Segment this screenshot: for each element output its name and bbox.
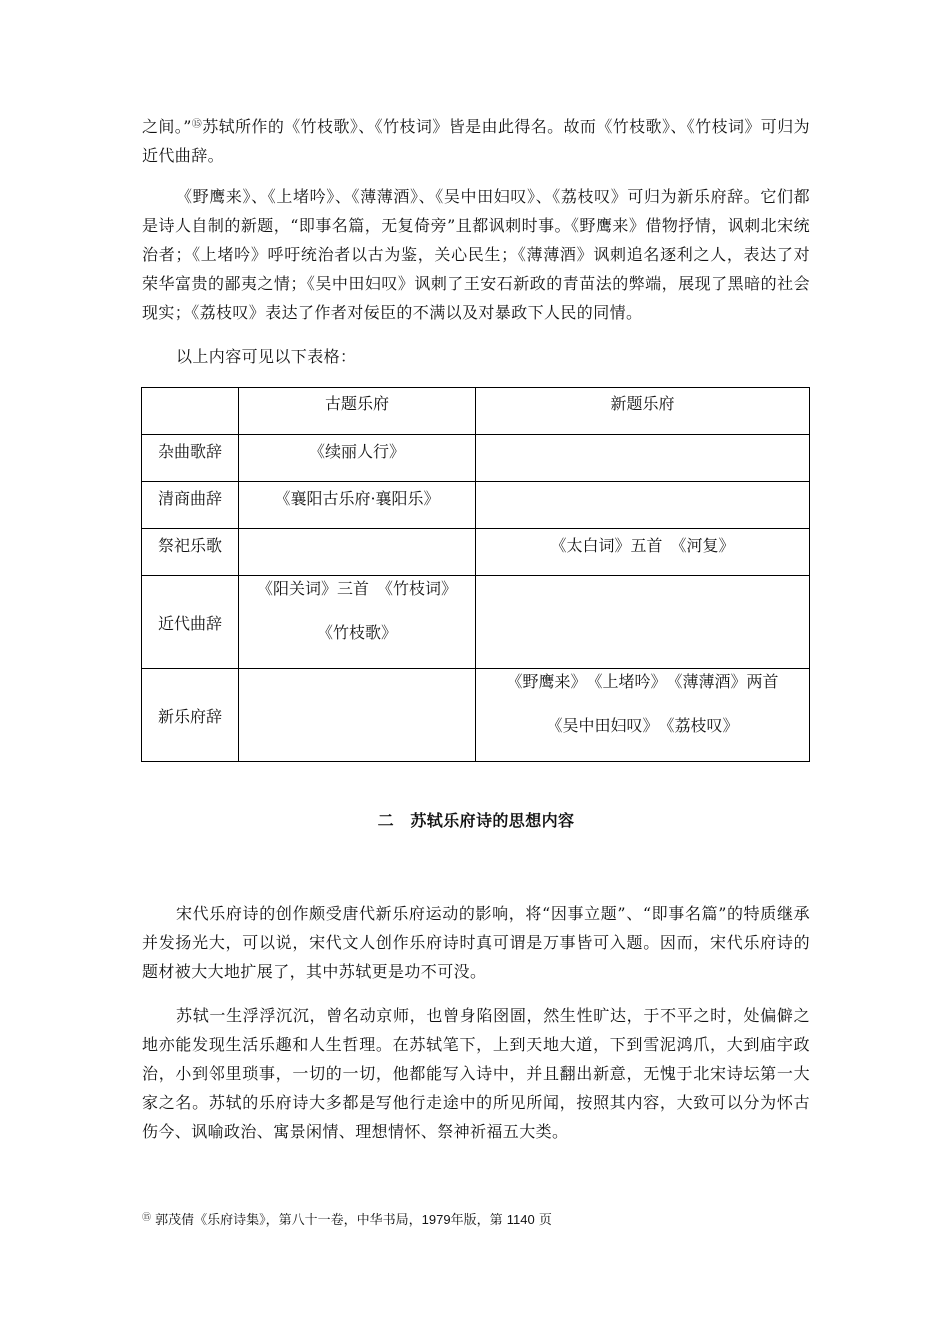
document-body xyxy=(142,112,810,1146)
paragraph-4: 宋代乐府诗的创作颇受唐代新乐府运动的影响，将“因事立题”、“即事名篇”的特质继承并发扬光大，可以说，宋代文人创作乐府诗时真可谓是万事皆可入题。因而，宋代乐府诗的题材被大大地扩展了，其中苏轼更是功不可没。 xyxy=(142,904,810,981)
table-header-cell xyxy=(142,388,239,435)
footnote-ref[interactable]: ⑮ xyxy=(191,119,203,130)
footnote-text-b: 年版，第 xyxy=(450,1213,503,1228)
table-cell: 《太白词》五首 《河复》 xyxy=(476,529,810,576)
table-row xyxy=(142,435,810,482)
footnote-year: 1979 xyxy=(421,1212,451,1227)
footnote-text-c: 页 xyxy=(538,1213,552,1228)
table-row xyxy=(142,482,810,529)
yuefu-classification-table xyxy=(141,387,810,762)
footnote-page: 1140 xyxy=(506,1212,535,1227)
table-cell xyxy=(476,435,810,482)
footnote-text-a: 郭茂倩《乐府诗集》，第八十一卷，中华书局， xyxy=(155,1213,422,1228)
table-cell: 《襄阳古乐府·襄阳乐》 xyxy=(239,482,476,529)
cell-line: 《吴中田妇叹》 《荔枝叹》 xyxy=(546,716,739,735)
table-row xyxy=(142,669,810,762)
table-cell xyxy=(476,669,810,762)
footnote-marker: ⑮ xyxy=(142,1213,152,1223)
table-header-row xyxy=(142,388,810,435)
paragraph-5: 苏轼一生浮浮沉沉，曾名动京师，也曾身陷囹圄，然生性旷达，于不平之时，处偏僻之地亦能发现生活乐趣和人生哲理。在苏轼笔下，上到天地大道，下到雪泥鸿爪，大到庙宇政治，小到邻里琐事，一切的一切，他都能写入诗中，并且翻出新意，无愧于北宋诗坛第一大家之名。苏轼的乐府诗大多都是写他行走途中的所见所闻，按照其内容，大致可以分为怀古伤今、讽喻政治、寓景闲情、理想情怀、祭神祈福五大类。 xyxy=(142,1006,810,1141)
row-label: 近代曲辞 xyxy=(142,576,239,669)
paragraph-3: 以上内容可见以下表格： xyxy=(176,347,357,366)
table-cell xyxy=(476,576,810,669)
table-row xyxy=(142,576,810,669)
table-header-cell: 新题乐府 xyxy=(476,388,810,435)
cell-line: 《阳关词》三首 《竹枝词》 xyxy=(256,579,457,598)
row-label: 新乐府辞 xyxy=(142,669,239,762)
table-cell xyxy=(239,576,476,669)
row-label: 祭祀乐歌 xyxy=(142,529,239,576)
table-row xyxy=(142,529,810,576)
cell-line: 《竹枝歌》 xyxy=(316,623,397,642)
table-cell: 《续丽人行》 xyxy=(239,435,476,482)
row-label: 杂曲歌辞 xyxy=(142,435,239,482)
table-cell xyxy=(239,529,476,576)
paragraph-1-text-b: 苏轼所作的《竹枝歌》、《竹枝词》皆是由此得名。故而《竹枝歌》、《竹枝词》可归为近代曲辞。 xyxy=(142,117,810,165)
table-cell xyxy=(476,482,810,529)
cell-line: 《野鹰来》 《上堵吟》 《薄薄酒》两首 xyxy=(506,672,779,691)
row-label: 清商曲辞 xyxy=(142,482,239,529)
footnote xyxy=(142,1210,552,1231)
paragraph-1-text-a: 之间。” xyxy=(142,117,192,136)
paragraph-2: 《野鹰来》、《上堵吟》、《薄薄酒》、《吴中田妇叹》、《荔枝叹》可归为新乐府辞。它们都是诗人自制的新题，“即事名篇，无复倚旁”且都讽刺时事。《野鹰来》借物抒情，讽刺北宋统治者；《上堵吟》呼吁统治者以古为鉴，关心民生；《薄薄酒》讽刺追名逐利之人，表达了对荣华富贵的鄙夷之情；《吴中田妇叹》讽刺了王安石新政的青苗法的弊端，展现了黑暗的社会现实；《荔枝叹》表达了作者对佞臣的不满以及对暴政下人民的同情。 xyxy=(142,187,810,322)
table-header-cell: 古题乐府 xyxy=(239,388,476,435)
table-cell xyxy=(239,669,476,762)
paragraph-1 xyxy=(142,112,810,170)
section-heading: 二 苏轼乐府诗的思想内容 xyxy=(377,811,575,830)
